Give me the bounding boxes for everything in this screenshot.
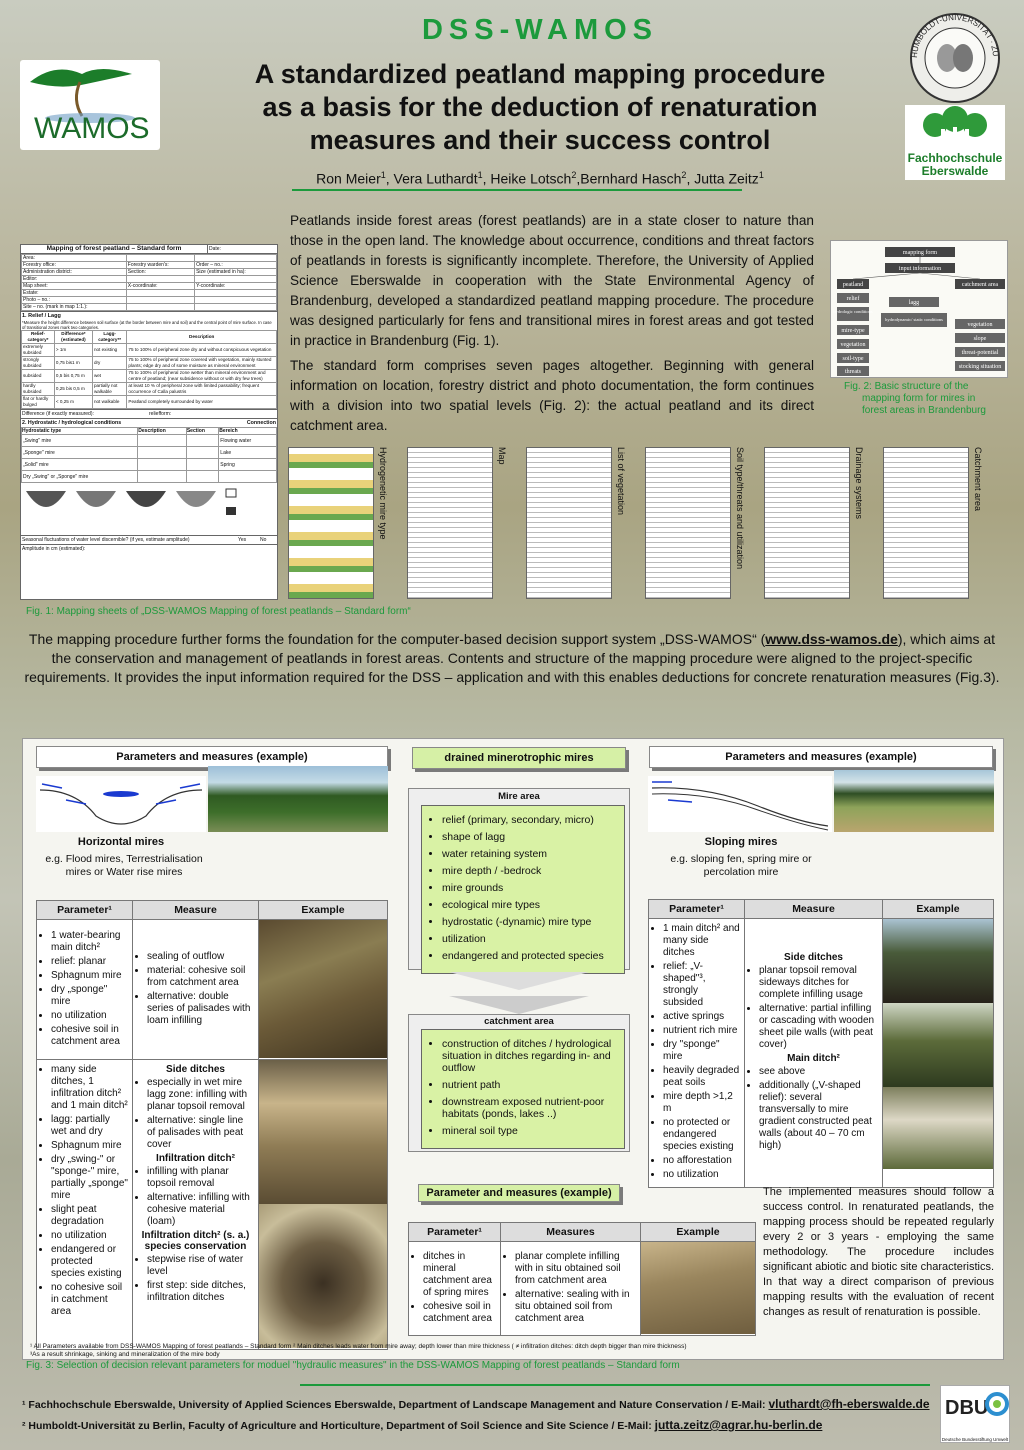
svg-text:peatland: peatland xyxy=(842,282,864,288)
column-header: Example xyxy=(883,900,994,919)
measure-list xyxy=(749,1066,878,1152)
form-cell: Forestry office: xyxy=(22,262,127,269)
fh-eberswalde-logo xyxy=(905,105,1005,180)
form-cell: 0,5 bis 0,75 m xyxy=(54,370,92,383)
form-seasonal-question: Seasonal fluctuations of water level discernible? (if yes, estimate amplitude) xyxy=(22,537,190,543)
list-item: • planar topsoil removal sideways ditches for complete infilling usage xyxy=(759,965,878,1001)
list-item: • water retaining system xyxy=(442,848,618,860)
form-cell xyxy=(138,435,187,447)
list-item: • dry „swing-" or "sponge-" mire, partially „sponge" mire xyxy=(51,1154,128,1202)
sheet-page xyxy=(764,447,850,599)
project-name: DSS-WAMOS xyxy=(421,14,659,46)
svg-text:soil-type: soil-type xyxy=(842,356,864,362)
form-cell: 0,75 bis1 m xyxy=(54,357,92,370)
intro-paragraph-1: Peatlands inside forest areas (forest peatlands) are in a state closer to nature than those in the open land. The knowledge about occurrence, conditions and threat factors of peatlands in forests is significantly incomplete. Therefore, the University of Applied Science Eberswalde in cooperation with the State Environmental Agency of Brandenburg, developed a standardized peatland mapping procedure. The procedure was designed particularly for fens and transitional mires in forest areas and got tested in practice in Brandenburg (Fig. 1). xyxy=(290,213,814,348)
form-cell xyxy=(186,447,218,459)
sheet-page xyxy=(407,447,493,599)
horizontal-mire-profile-icon xyxy=(36,776,206,832)
list-item: • alternative: infilling with cohesive material (loam) xyxy=(147,1192,254,1228)
list-item: • dry "sponge" mire xyxy=(663,1039,740,1063)
list-item: • no protected or endangered species existing xyxy=(663,1117,740,1153)
middle-parameters-table xyxy=(408,1222,756,1336)
email-link-zeitz[interactable]: jutta.zeitz@agrar.hu-berlin.de xyxy=(654,1418,823,1432)
svg-text:hydrodynamic/ static condition: hydrodynamic/ static conditions xyxy=(885,317,943,322)
form-cell xyxy=(195,290,277,297)
form-column-header: Lagg-category** xyxy=(92,331,126,344)
form-column-header: Section xyxy=(186,428,218,435)
dss-description: The mapping procedure further forms the foundation for the computer-based decision support system „DSS-WAMOS“ (www.dss-wamos.de), which aims at the conservation and management of peatlands in forest areas. Contents and structure of the mapping procedure were aligned to the project-specific requirements. It provides the input information required for the DSS – application and with this enables deductions for concrete renaturation measures (Fig.3). xyxy=(24,631,1000,685)
form-row xyxy=(22,269,277,276)
form-cell: < 0,25 m xyxy=(54,396,92,409)
list-item: • no utilization xyxy=(51,1010,128,1022)
form-row xyxy=(22,304,277,311)
form-cell: wet xyxy=(92,370,126,383)
author: Ron Meier xyxy=(316,170,381,187)
form-cell: > 1m xyxy=(54,344,92,357)
sheet-page xyxy=(288,447,374,599)
form-cell: 0,25 bis 0,5 m xyxy=(54,383,92,396)
form-column-header: Hydrostatic type xyxy=(22,428,138,435)
form-cell: „Swing" mire xyxy=(22,435,138,447)
sloping-mire-sketch xyxy=(648,776,832,832)
horizontal-mires-title: Horizontal mires xyxy=(77,836,165,848)
form-cell: Dry „Swing" or „Sponge" mire xyxy=(22,471,138,483)
svg-text:slope: slope xyxy=(973,336,987,342)
right-section-header: Parameters and measures (example) xyxy=(649,746,993,768)
intro-paragraph-2: The standard form comprises seven pages altogether. Beginning with general information on location, forestry district and photo documentation, the form continues with a division into two spatial levels (Fig. 2): the actual peatland and its direct catchment area. xyxy=(290,358,814,433)
email-link-luthardt[interactable]: vluthardt@fh-eberswalde.de xyxy=(768,1397,930,1411)
form-column-header: Difference* (estimated) xyxy=(54,331,92,344)
list-item: • cohesive soil in catchment area xyxy=(423,1301,496,1325)
list-item: • mire depth >1,2 m xyxy=(663,1091,740,1115)
wamos-logo xyxy=(20,60,160,150)
column-header: Parameter¹ xyxy=(409,1223,501,1242)
form-cell: Flowing water xyxy=(219,435,277,447)
horizontal-mire-sketch xyxy=(36,776,206,832)
form-date: Date: xyxy=(207,245,277,253)
list-item: • nutrient rich mire xyxy=(663,1025,740,1037)
svg-text:relief: relief xyxy=(846,296,860,302)
list-item: • ecological mire types xyxy=(442,899,618,911)
form-cell: 75 to 100% of peripheral zone wetter than mineral environment and centre of peatland; (near subsidence without or with dry few trees) xyxy=(127,370,277,383)
sheet-page xyxy=(883,447,969,599)
form-hydro-row xyxy=(22,459,277,471)
form-cell xyxy=(138,471,187,483)
form-row xyxy=(22,290,277,297)
infilled-ditch-photo xyxy=(259,1204,387,1348)
list-item: • Sphagnum mire xyxy=(51,970,128,982)
form-cell: hardly subsided xyxy=(22,383,55,396)
list-item: • material: cohesive soil from catchment area xyxy=(147,965,254,989)
sheet-label: Drainage systems xyxy=(854,447,864,520)
list-item: • relief: „V-shaped"³, strongly subsided xyxy=(663,961,740,1009)
ditch-sealing-photo xyxy=(259,920,387,1058)
form-cell: not walkable xyxy=(92,396,126,409)
author: Heike Lotsch xyxy=(490,170,572,187)
list-item: • mire depth / -bedrock xyxy=(442,865,618,877)
form-general-table xyxy=(21,254,277,311)
form-connection-label: Connection xyxy=(246,420,276,426)
column-header: Measures xyxy=(501,1223,641,1242)
measure-list xyxy=(137,1166,254,1228)
sheet-pile-wall-photo xyxy=(883,1003,993,1087)
column-header: Parameter¹ xyxy=(649,900,745,919)
form-cell xyxy=(186,459,218,471)
mapping-sheet xyxy=(764,447,879,602)
title-line-2: as a basis for the deduction of renaturation xyxy=(262,92,818,122)
sheet-label: Map xyxy=(497,447,507,465)
measure-list xyxy=(749,965,878,1051)
catchment-area-box xyxy=(408,1014,630,1152)
sheet-label: Soil type/threats and utilization xyxy=(735,447,745,570)
column-header: Example xyxy=(259,901,388,920)
dbu-logo-text: DBU xyxy=(945,1397,989,1419)
form-relief-row xyxy=(22,357,277,370)
svg-text:stocking situation: stocking situation xyxy=(958,364,1002,370)
list-item: • no cohesive soil in catchment area xyxy=(51,1282,128,1318)
form-cell xyxy=(186,471,218,483)
list-item: • endangered or protected species existing xyxy=(51,1244,128,1280)
svg-text:input information: input information xyxy=(898,266,942,272)
form-cell: Area: xyxy=(22,255,127,262)
form-cell xyxy=(138,447,187,459)
fig1-caption: Fig. 1: Mapping sheets of „DSS-WAMOS Mapping of forest peatlands – Standard form“ xyxy=(26,606,411,617)
form-cell: Lake xyxy=(219,447,277,459)
topsoil-removal-photo xyxy=(883,919,993,1003)
svg-text:vegetation: vegetation xyxy=(967,322,993,328)
dbu-logo xyxy=(940,1385,1010,1443)
form-cell: at least 10 % of peripheral zone with limited passability; frequent occurrence of Calla palustris xyxy=(127,383,277,396)
list-item: • stepwise rise of water level xyxy=(147,1254,254,1278)
form-relief-row xyxy=(22,370,277,383)
form-relief-note: *Measure the height difference between soil surface (at the border between mire and soil) and the central point of mire surface. In case of transitional zones mark two categories. xyxy=(22,320,272,330)
svg-text:threats: threats xyxy=(845,369,861,375)
form-cell xyxy=(138,459,187,471)
svg-text:catchment area: catchment area xyxy=(961,282,999,288)
list-item: • 1 water-bearing main ditch² xyxy=(51,930,128,954)
title-line-3: measures and their success control xyxy=(309,125,771,155)
form-column-header: Bereich xyxy=(219,428,277,435)
sheet-page xyxy=(645,447,731,599)
standard-form-page xyxy=(20,244,278,600)
list-item: • first step: side ditches, infiltration ditches xyxy=(147,1280,254,1304)
poster-title xyxy=(190,58,890,157)
peat-wall-photo xyxy=(883,1087,993,1169)
svg-text:mapping form: mapping form xyxy=(902,250,938,256)
list-item: • endangered and protected species xyxy=(442,950,618,962)
column-header: Example xyxy=(641,1223,756,1242)
list-item: • many side ditches, 1 infiltration ditch² and 1 main ditch² xyxy=(51,1064,128,1112)
list-item: • alternative: double series of palisades with loam infilling xyxy=(147,991,254,1027)
success-control-text: The implemented measures should follow a success control. In renaturated peatlands, the mapping process should be repeated regularly every 2 or 3 years - employing the same methodology. The procedure includes significant abiotic and biotic site characteristics. In that way a direct comparison of previous mapping results with the evaluation of recent changes as result of renaturation is possible. xyxy=(763,1186,994,1318)
form-cell: Map sheet: xyxy=(22,283,127,290)
left-section-header: Parameters and measures (example) xyxy=(36,746,388,768)
list-item: • slight peat degradation xyxy=(51,1204,128,1228)
mapping-sheet xyxy=(526,447,641,602)
form-hydro-table xyxy=(21,427,277,483)
form-relief-row xyxy=(22,344,277,357)
intro-text xyxy=(290,211,814,436)
parameter-list xyxy=(41,930,128,1048)
form-cell: Editor: xyxy=(22,276,127,283)
parameter-list xyxy=(653,923,740,1181)
footer-divider xyxy=(300,1384,930,1386)
svg-text:hydrologic conditions: hydrologic conditions xyxy=(833,309,873,314)
bottom-middle-header: Parameter and measures (example) xyxy=(418,1184,620,1202)
mire-area-box xyxy=(408,788,630,970)
measure-heading: Side ditches xyxy=(166,1064,225,1075)
form-hydro-row xyxy=(22,435,277,447)
list-item: • hydrostatic (-dynamic) mire type xyxy=(442,916,618,928)
sheet-label: Hydrogenetic mire type xyxy=(378,447,388,540)
form-cell: Order – no.: xyxy=(195,262,277,269)
form-cell: „Solid" mire xyxy=(22,459,138,471)
list-item: • ditches in mineral catchment area of spring mires xyxy=(423,1251,496,1299)
svg-text:vegetation: vegetation xyxy=(840,342,866,348)
list-item: • construction of ditches / hydrological situation in ditches regarding in- and outflow xyxy=(442,1038,618,1074)
sheet-label: List of vegetation xyxy=(616,447,626,516)
list-item: • active springs xyxy=(663,1011,740,1023)
mire-area-title: Mire area xyxy=(498,791,540,802)
form-reliefform-label: reliefform: xyxy=(149,411,172,417)
form-row xyxy=(22,255,277,262)
wamos-logo-icon xyxy=(20,60,160,150)
mire-area-list xyxy=(422,806,624,973)
catchment-area-title: catchment area xyxy=(484,1016,554,1027)
fhe-logo-line2: Eberswalde xyxy=(921,164,989,178)
list-item: • nutrient path xyxy=(442,1079,618,1091)
svg-text:threat-potential: threat-potential xyxy=(961,350,999,356)
column-header: Parameter¹ xyxy=(37,901,133,920)
footnotes: ¹ All Parameters available from DSS-WAMOS Mapping of forest peatlands – Standard form ² Main ditches leads water from mire away; depth lower than mire thickness ( ≠ infiltration ditches: ditch depth bigger than mire thickness) ³As a result shrinkage, sinking and mineralization of the mire body xyxy=(30,1343,687,1358)
form-cell: Section: xyxy=(126,269,194,276)
form-cell xyxy=(126,276,194,283)
horizontal-mire-photo xyxy=(208,766,388,832)
form-row xyxy=(22,276,277,283)
form-cell: Estate: xyxy=(22,290,127,297)
title-divider xyxy=(292,189,742,191)
list-item: • 1 main ditch² and many side ditches xyxy=(663,923,740,959)
list-item: • lagg: partially wet and dry xyxy=(51,1114,128,1138)
form-cell: partially not walkable xyxy=(92,383,126,396)
form-cell xyxy=(195,255,277,262)
list-item: • mineral soil type xyxy=(442,1125,618,1137)
author: Jutta Zeitz xyxy=(694,170,759,187)
form-column-header: Description xyxy=(127,331,277,344)
form-cell: strongly subsided xyxy=(22,357,55,370)
form-cell: not existing xyxy=(92,344,126,357)
list-item: • cohesive soil in catchment area xyxy=(51,1024,128,1048)
wamos-logo-text: WAMOS xyxy=(34,112,150,145)
form-cell: 75 to 100% of peripheral zone dry and without conspicuous vegetation xyxy=(127,344,277,357)
measure-heading: Infiltration ditch² xyxy=(156,1153,235,1164)
form-cell xyxy=(126,304,194,311)
sheet-page xyxy=(526,447,612,599)
measure-heading: Main ditch² xyxy=(787,1053,840,1064)
form-cell xyxy=(126,290,194,297)
measure-list xyxy=(505,1251,636,1325)
sloping-mires-title: Sloping mires xyxy=(704,836,778,848)
humboldt-university-seal xyxy=(905,12,1005,102)
form-cell xyxy=(195,297,277,304)
form-yes-label: Yes xyxy=(238,537,247,543)
dbu-logo-icon xyxy=(941,1386,1011,1432)
mapping-sheet xyxy=(645,447,760,602)
sheet-label: Catchment area xyxy=(973,447,983,512)
form-cell xyxy=(195,276,277,283)
author-list: Ron Meier$^1$, Vera Luthardt$^1$, Heike Lotsch$^2$,Bernhard Hasch$^2$, Jutta Zeitz$^1$ xyxy=(316,170,764,187)
humboldt-seal-text: HUMBOLDT-UNIVERSITÄT · ZU xyxy=(909,12,1001,59)
parameter-list xyxy=(41,1064,128,1318)
measure-heading: Infiltration ditch² (s. a.) species conservation xyxy=(141,1230,250,1252)
measure-list xyxy=(137,951,254,1027)
form-cell: Peatland completely surrounded by water xyxy=(127,396,277,409)
mapping-sheet xyxy=(288,447,403,602)
sloping-mires-desc: e.g. sloping fen, spring mire or percolation mire xyxy=(670,853,812,878)
measure-list xyxy=(137,1254,254,1304)
author: Bernhard Hasch xyxy=(580,170,682,187)
form-cell: Photo – no.: xyxy=(22,297,127,304)
form-cell: Administration district: xyxy=(22,269,127,276)
column-header: Measure xyxy=(133,901,259,920)
list-item: • heavily degraded peat soils xyxy=(663,1065,740,1089)
form-title: Mapping of forest peatland – Standard form xyxy=(46,245,182,252)
form-row xyxy=(22,262,277,269)
list-item: • infilling with planar topsoil removal xyxy=(147,1166,254,1190)
list-item: • utilization xyxy=(442,933,618,945)
form-no-label: No xyxy=(260,537,267,543)
form-hydro-row xyxy=(22,471,277,483)
spring-mire-infill-photo xyxy=(641,1242,755,1334)
form-cell: Spring xyxy=(219,459,277,471)
form-cell: flat or hardly bulged xyxy=(22,396,55,409)
form-row xyxy=(22,297,277,304)
left-parameters-table xyxy=(36,900,388,1350)
form-cell: Forestry warden's: xyxy=(126,262,194,269)
list-item: • shape of lagg xyxy=(442,831,618,843)
humboldt-seal-icon xyxy=(905,12,1005,104)
list-item: • dry „sponge" mire xyxy=(51,984,128,1008)
catchment-area-list xyxy=(422,1030,624,1148)
form-cell: Size (estimated in ha): xyxy=(195,269,277,276)
dbu-subtitle: Deutsche Bundesstiftung Umwelt xyxy=(941,1437,1009,1442)
form-cell xyxy=(126,297,194,304)
mapping-sheet xyxy=(407,447,522,602)
list-item: • planar complete infilling with in situ obtained soil from catchment area xyxy=(515,1251,636,1287)
fhe-logo-line1: Fachhochschule xyxy=(907,151,1003,165)
measure-list xyxy=(137,1077,254,1151)
mapping-sheet xyxy=(883,447,998,602)
form-hydro-title: 2. Hydrostatic / hydrological conditions xyxy=(22,420,122,426)
list-item: • sealing of outflow xyxy=(147,951,254,963)
column-header: Measure xyxy=(745,900,883,919)
author: Vera Luthardt xyxy=(393,170,478,187)
list-item: • no utilization xyxy=(663,1169,740,1181)
measure-heading: Side ditches xyxy=(784,952,843,963)
list-item: • additionally („V-shaped relief): several transversally to mire gradient constructed peat walls (about 40 – 70 cm high) xyxy=(759,1080,878,1152)
form-cell: dry xyxy=(92,357,126,370)
list-item: • Sphagnum mire xyxy=(51,1140,128,1152)
form-cell xyxy=(126,255,194,262)
structure-diagram-svg xyxy=(831,241,1009,379)
form-cell: 75 to 100% of peripheral zone covered with vegetation, mainly stunted plants; edge dry and of some moisture as mineral environment xyxy=(127,357,277,370)
form-cell xyxy=(186,435,218,447)
svg-text:mire-type: mire-type xyxy=(841,328,865,334)
sloping-mire-photo xyxy=(834,770,994,832)
form-relief-row xyxy=(22,396,277,409)
list-item: • see above xyxy=(759,1066,878,1078)
list-item: • relief (primary, secondary, micro) xyxy=(442,814,618,826)
mire-type-diagram xyxy=(21,483,278,533)
form-cell: extremely subsided xyxy=(22,344,55,357)
fig2-structure-diagram xyxy=(830,240,1008,378)
fig3-caption: Fig. 3: Selection of decision relevant parameters for moduel "hydraulic measures" in the DSS-WAMOS Mapping of forest peatlands – Standard form xyxy=(26,1360,680,1371)
list-item: • alternative: sealing with in situ obtained soil from catchment area xyxy=(515,1289,636,1325)
form-row xyxy=(22,283,277,290)
down-arrow-icon xyxy=(449,996,589,1014)
affiliation-1: ¹ Fachhochschule Eberswalde, University of Applied Sciences Eberswalde, Department of Landscape Management and Nature Conservation / E-Mail: vluthardt@fh-eberswalde.de xyxy=(22,1397,930,1411)
list-item: • no utilization xyxy=(51,1230,128,1242)
form-cell: Site – no. (mark in map 1:1.): xyxy=(22,304,127,311)
form-cell xyxy=(219,471,277,483)
form-cell xyxy=(195,304,277,311)
mapping-sheets-row xyxy=(288,447,1006,602)
form-cell: Y-coordinate: xyxy=(195,283,277,290)
right-parameters-table xyxy=(648,899,994,1188)
down-arrow-icon xyxy=(449,972,589,990)
sloping-mire-profile-icon xyxy=(648,776,832,832)
form-column-header: Relief-category* xyxy=(22,331,55,344)
list-item: • especially in wet mire lagg zone: infilling with planar topsoil removal xyxy=(147,1077,254,1113)
form-column-header: Description xyxy=(138,428,187,435)
dss-website-link[interactable]: www.dss-wamos.de xyxy=(765,631,898,647)
list-item: • alternative: single line of palisades with peat cover xyxy=(147,1115,254,1151)
list-item: • relief: planar xyxy=(51,956,128,968)
fig2-caption: Fig. 2: Basic structure of the mapping form for mires in forest areas in Brandenburg xyxy=(844,381,986,416)
middle-section-header: drained minerotrophic mires xyxy=(412,747,626,769)
tree-canopy-icon xyxy=(905,105,1005,147)
form-relief-title: 1. Relief / Lagg xyxy=(21,311,277,320)
form-hydro-row xyxy=(22,447,277,459)
palisades-photo xyxy=(259,1060,387,1204)
form-cell: „Sponge" mire xyxy=(22,447,138,459)
form-amplitude-label: Amplitude in cm (estimated): xyxy=(21,544,277,553)
form-cell: subsided xyxy=(22,370,55,383)
list-item: • downstream exposed nutrient-poor habitats (ponds, lakes ..) xyxy=(442,1096,618,1120)
form-cell: X-coordinate: xyxy=(126,283,194,290)
list-item: • no afforestation xyxy=(663,1155,740,1167)
affiliation-2: ² Humboldt-Universität zu Berlin, Faculty of Agriculture and Horticulture, Department of Soil Science and Site Science / E-Mail: jutta.zeitz@agrar.hu-berlin.de xyxy=(22,1418,823,1432)
title-line-1: A standardized peatland mapping procedure xyxy=(254,59,826,89)
form-difference-label: Difference (if exactly measured): xyxy=(22,411,94,417)
parameter-list xyxy=(413,1251,496,1325)
list-item: • mire grounds xyxy=(442,882,618,894)
svg-text:lagg: lagg xyxy=(908,300,920,306)
list-item: • alternative: partial infilling or cascading with wooden sheet pile walls (with peat cover) xyxy=(759,1003,878,1051)
horizontal-mires-desc: e.g. Flood mires, Terrestrialisation mires or Water rise mires xyxy=(45,853,203,878)
form-relief-row xyxy=(22,383,277,396)
form-relief-table xyxy=(21,330,277,409)
